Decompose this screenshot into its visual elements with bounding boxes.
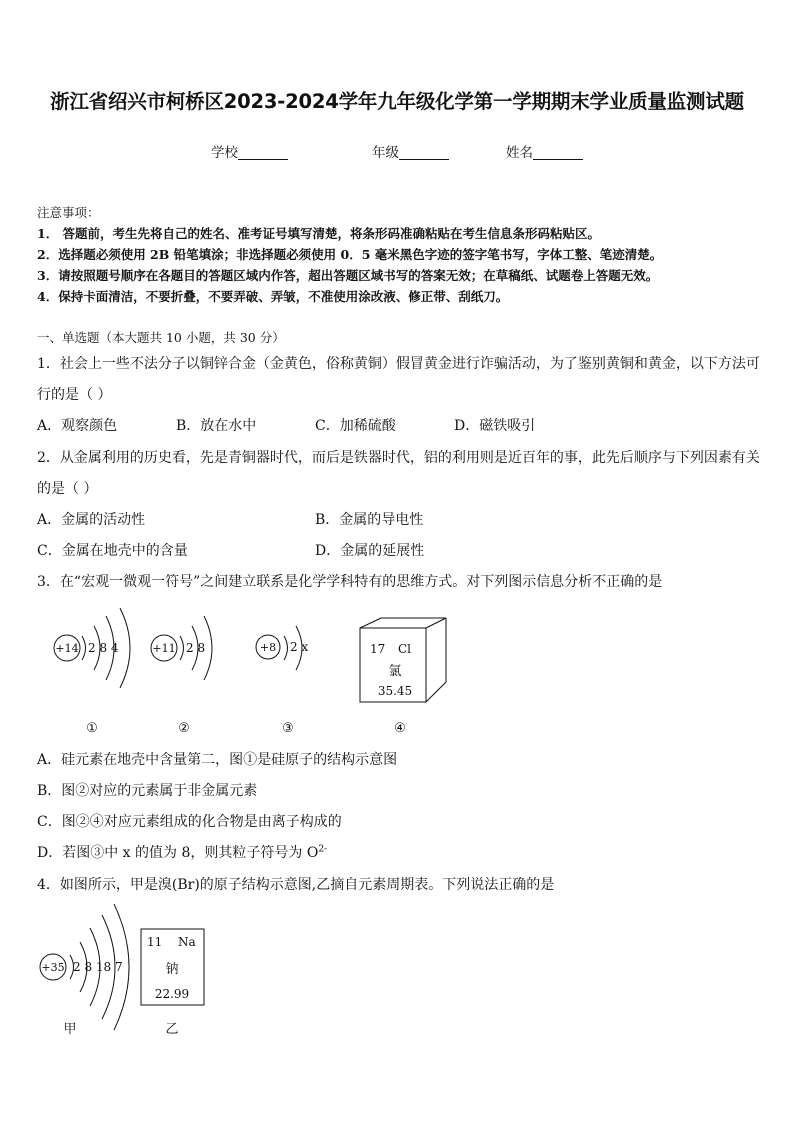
atom1-shells: 2 8 4 xyxy=(88,641,119,655)
atom2-nucleus: +11 xyxy=(152,642,176,655)
q3-option-d-charge: 2- xyxy=(318,844,328,855)
q3-option-c: C．图②④对应元素组成的化合物是由离子构成的 xyxy=(37,814,342,830)
q1-option-c: C．加稀硫酸 xyxy=(315,418,396,434)
q2-stem-line1: 2．从金属利用的历史看，先是青铜器时代，而后是铁器时代，铝的利用则是近百年的事，此先后顺序与下列因素有关 xyxy=(37,450,760,466)
atom-diagram-3 xyxy=(256,626,308,670)
chlorine-mass: 35.45 xyxy=(377,684,413,698)
grade-blank xyxy=(399,145,449,160)
page-title: 浙江省绍兴市柯桥区2023-2024学年九年级化学第一学期期末学业质量监测试题 xyxy=(50,90,744,113)
notice-item: 2．选择题必须使用 2B 铅笔填涂；非选择题必须使用 0．5 毫米黑色字迹的签字笔书写，字体工整、笔迹清楚。 xyxy=(37,247,663,262)
school-blank xyxy=(238,145,288,160)
grade-label: 年级 xyxy=(372,145,399,161)
q2-stem-line2: 的是（ ） xyxy=(37,481,98,497)
figure-label-3: ③ xyxy=(282,721,294,736)
q2-option-d: D．金属的延展性 xyxy=(315,543,425,559)
atom2-shells: 2 8 xyxy=(186,641,206,655)
q2-option-c: C．金属在地壳中的含量 xyxy=(37,543,188,559)
sodium-number: 11 xyxy=(147,935,163,949)
school-label: 学校 xyxy=(211,145,238,161)
q3-option-b: B．图②对应的元素属于非金属元素 xyxy=(37,783,258,799)
sodium-symbol: Na xyxy=(178,935,196,949)
chlorine-name: 氯 xyxy=(388,664,402,679)
element-card-sodium xyxy=(141,929,204,1005)
q4-figure xyxy=(30,900,230,1040)
name-field xyxy=(506,141,583,161)
q1-option-a: A．观察颜色 xyxy=(37,418,118,434)
atom-diagram-2 xyxy=(151,616,212,680)
q3-figure xyxy=(40,600,470,745)
figure-label-4: ④ xyxy=(394,721,406,736)
q4-stem: 4．如图所示，甲是溴(Br)的原子结构示意图,乙摘自元素周期表。下列说法正确的是 xyxy=(37,877,555,893)
notice-item: 4．保持卡面清洁，不要折叠，不要弄破、弄皱，不准使用涂改液、修正带、刮纸刀。 xyxy=(37,289,509,304)
element-card-chlorine xyxy=(360,618,446,702)
q1-option-b: B．放在水中 xyxy=(176,418,257,434)
bromine-atom-diagram xyxy=(40,904,129,1030)
atom1-nucleus: +14 xyxy=(55,642,79,655)
q1-option-d: D．磁铁吸引 xyxy=(454,418,536,434)
bromine-nucleus: +35 xyxy=(41,961,65,974)
notice-item: 1． 答题前，考生先将自己的姓名、准考证号填写清楚，将条形码准确粘贴在考生信息条形码粘贴区。 xyxy=(37,226,601,241)
atom3-nucleus: +8 xyxy=(259,641,277,654)
figure-label-yi: 乙 xyxy=(165,1022,179,1037)
q3-option-a: A．硅元素在地壳中含量第二，图①是硅原子的结构示意图 xyxy=(37,752,398,768)
figure-label-2: ② xyxy=(178,721,190,736)
q1-stem-line2: 行的是（ ） xyxy=(37,387,112,403)
name-blank xyxy=(533,145,583,160)
q3-option-d xyxy=(37,842,327,862)
notice-heading: 注意事项： xyxy=(37,205,100,220)
q3-option-d-text: D．若图③中 x 的值为 8，则其粒子符号为 O xyxy=(37,845,319,861)
figure-label-1: ① xyxy=(86,721,98,736)
atom-diagram-1 xyxy=(54,608,130,688)
q2-option-b: B．金属的导电性 xyxy=(315,512,424,528)
sodium-mass: 22.99 xyxy=(154,987,190,1001)
q1-stem-line1: 1．社会上一些不法分子以铜锌合金（金黄色，俗称黄铜）假冒黄金进行诈骗活动，为了鉴别黄铜和黄金，以下方法可 xyxy=(37,356,760,372)
atom3-shells: 2 x xyxy=(290,640,309,654)
q3-stem: 3．在“宏观一微观一符号”之间建立联系是化学学科特有的思维方式。对下列图示信息分析不正确的是 xyxy=(37,574,663,590)
figure-label-jia: 甲 xyxy=(63,1022,77,1037)
school-field xyxy=(211,141,288,161)
chlorine-symbol: Cl xyxy=(398,642,412,656)
grade-field xyxy=(372,141,449,161)
notice-item: 3．请按照题号顺序在各题目的答题区域内作答，超出答题区域书写的答案无效；在草稿纸、试题卷上答题无效。 xyxy=(37,268,659,283)
sodium-name: 钠 xyxy=(165,962,179,977)
name-label: 姓名 xyxy=(506,145,533,161)
section-heading: 一、单选题（本大题共 10 小题，共 30 分） xyxy=(37,330,285,345)
q2-option-a: A．金属的活动性 xyxy=(37,512,146,528)
chlorine-number: 17 xyxy=(370,642,386,656)
bromine-shells: 2 8 18 7 xyxy=(73,960,123,974)
